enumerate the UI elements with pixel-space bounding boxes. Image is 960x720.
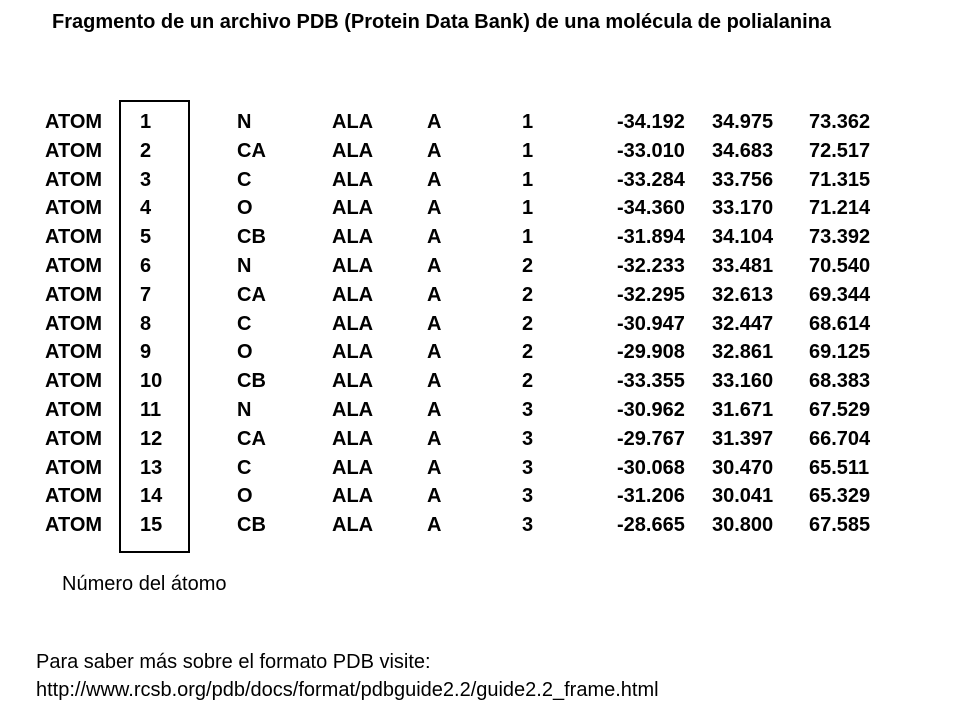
cell-x-coordinate: -30.068: [617, 456, 685, 479]
cell-chain: A: [427, 111, 442, 133]
cell-chain: A: [427, 197, 442, 220]
cell-residue-number: 2: [522, 283, 534, 306]
cell-x-coordinate: -31.206: [617, 485, 685, 508]
cell-x-coordinate: -30.947: [617, 312, 685, 335]
cell-chain: A: [427, 398, 442, 421]
cell-residue-number: 3: [522, 456, 534, 479]
pdb-format-url[interactable]: http://www.rcsb.org/pdb/docs/format/pdbguide2.2/guide2.2_frame.html: [36, 679, 659, 701]
cell-record: ATOM: [45, 398, 103, 421]
cell-residue: ALA: [332, 139, 374, 162]
cell-residue-number: 2: [522, 370, 534, 393]
cell-chain: A: [427, 254, 442, 277]
cell-atom-number: 1: [140, 111, 152, 133]
cell-record: ATOM: [45, 341, 103, 364]
cell-atom-number: 7: [140, 283, 152, 306]
cell-y-coordinate: 33.756: [712, 168, 774, 191]
cell-atom-number: 3: [140, 168, 152, 191]
cell-record: ATOM: [45, 283, 103, 306]
cell-atom-name: O: [237, 341, 253, 364]
cell-record: ATOM: [45, 485, 103, 508]
cell-residue: ALA: [332, 168, 374, 191]
cell-x-coordinate: -30.962: [617, 398, 685, 421]
cell-atom-number: 8: [140, 312, 152, 335]
cell-record: ATOM: [45, 514, 103, 537]
cell-atom-number: 4: [140, 197, 152, 220]
atom-number-caption: Número del átomo: [62, 573, 227, 595]
cell-chain: A: [427, 283, 442, 306]
cell-z-coordinate: 65.511: [809, 456, 870, 479]
cell-atom-name: CA: [237, 139, 266, 162]
cell-atom-number: 2: [140, 139, 152, 162]
atom-number-highlight-box: [119, 100, 190, 553]
cell-residue: ALA: [332, 197, 374, 220]
cell-z-coordinate: 70.540: [809, 254, 871, 277]
footer-note: [36, 648, 659, 704]
cell-residue: ALA: [332, 427, 374, 450]
cell-residue-number: 1: [522, 226, 534, 249]
cell-z-coordinate: 72.517: [809, 139, 871, 162]
cell-x-coordinate: -32.295: [617, 283, 685, 306]
cell-residue-number: 3: [522, 485, 534, 508]
cell-z-coordinate: 71.315: [809, 168, 871, 191]
cell-x-coordinate: -29.908: [617, 341, 685, 364]
cell-y-coordinate: 34.975: [712, 111, 774, 133]
cell-chain: A: [427, 370, 442, 393]
cell-x-coordinate: -34.360: [617, 197, 685, 220]
cell-chain: A: [427, 226, 442, 249]
cell-residue-number: 3: [522, 398, 534, 421]
cell-atom-name: C: [237, 312, 252, 335]
cell-x-coordinate: -33.010: [617, 139, 685, 162]
cell-residue-number: 2: [522, 312, 534, 335]
page-title: Fragmento de un archivo PDB (Protein Data Bank) de una molécula de polialanina: [52, 11, 832, 33]
cell-chain: A: [427, 427, 442, 450]
cell-atom-name: CA: [237, 283, 266, 306]
cell-residue: ALA: [332, 254, 374, 277]
cell-record: ATOM: [45, 168, 103, 191]
cell-y-coordinate: 32.861: [712, 341, 774, 364]
cell-atom-name: N: [237, 111, 252, 133]
cell-chain: A: [427, 341, 442, 364]
cell-atom-name: C: [237, 456, 252, 479]
cell-z-coordinate: 68.614: [809, 312, 871, 335]
cell-atom-number: 13: [140, 456, 163, 479]
cell-record: ATOM: [45, 226, 103, 249]
cell-y-coordinate: 34.683: [712, 139, 774, 162]
cell-z-coordinate: 69.344: [809, 283, 871, 306]
cell-atom-number: 6: [140, 254, 152, 277]
cell-residue-number: 1: [522, 197, 534, 220]
cell-x-coordinate: -29.767: [617, 427, 685, 450]
cell-atom-name: C: [237, 168, 252, 191]
cell-residue: ALA: [332, 312, 374, 335]
cell-y-coordinate: 33.170: [712, 197, 774, 220]
cell-residue: ALA: [332, 485, 374, 508]
cell-y-coordinate: 30.800: [712, 514, 774, 537]
cell-y-coordinate: 33.481: [712, 254, 774, 277]
cell-chain: A: [427, 168, 442, 191]
cell-residue: ALA: [332, 398, 374, 421]
cell-x-coordinate: -33.355: [617, 370, 685, 393]
cell-z-coordinate: 65.329: [809, 485, 871, 508]
cell-atom-name: O: [237, 197, 253, 220]
cell-residue-number: 2: [522, 254, 534, 277]
cell-chain: A: [427, 514, 442, 537]
cell-z-coordinate: 73.362: [809, 111, 871, 133]
cell-x-coordinate: -28.665: [617, 514, 685, 537]
cell-y-coordinate: 30.470: [712, 456, 774, 479]
cell-z-coordinate: 68.383: [809, 370, 871, 393]
cell-y-coordinate: 30.041: [712, 485, 774, 508]
cell-residue: ALA: [332, 341, 374, 364]
cell-record: ATOM: [45, 312, 103, 335]
cell-y-coordinate: 32.447: [712, 312, 774, 335]
cell-atom-number: 9: [140, 341, 152, 364]
cell-residue-number: 1: [522, 168, 534, 191]
cell-record: ATOM: [45, 427, 103, 450]
cell-atom-number: 12: [140, 427, 163, 450]
cell-chain: A: [427, 456, 442, 479]
cell-atom-name: CB: [237, 226, 266, 249]
cell-y-coordinate: 31.397: [712, 427, 774, 450]
cell-residue: ALA: [332, 283, 374, 306]
cell-record: ATOM: [45, 197, 103, 220]
cell-y-coordinate: 32.613: [712, 283, 774, 306]
cell-chain: A: [427, 312, 442, 335]
cell-residue: ALA: [332, 226, 374, 249]
cell-atom-name: N: [237, 398, 252, 421]
cell-record: ATOM: [45, 370, 103, 393]
cell-x-coordinate: -32.233: [617, 254, 685, 277]
cell-z-coordinate: 66.704: [809, 427, 871, 450]
cell-residue: ALA: [332, 370, 374, 393]
cell-atom-number: 5: [140, 226, 152, 249]
cell-x-coordinate: -34.192: [617, 111, 685, 133]
cell-residue-number: 3: [522, 514, 534, 537]
cell-atom-number: 15: [140, 514, 163, 537]
cell-atom-number: 14: [140, 485, 163, 508]
cell-z-coordinate: 67.585: [809, 514, 871, 537]
cell-atom-name: CB: [237, 370, 266, 393]
cell-x-coordinate: -31.894: [617, 226, 685, 249]
cell-chain: A: [427, 485, 442, 508]
cell-atom-number: 11: [140, 398, 162, 421]
cell-record: ATOM: [45, 254, 103, 277]
cell-chain: A: [427, 139, 442, 162]
cell-z-coordinate: 73.392: [809, 226, 871, 249]
cell-residue-number: 2: [522, 341, 534, 364]
cell-x-coordinate: -33.284: [617, 168, 685, 191]
footer-text: Para saber más sobre el formato PDB visite:: [36, 651, 431, 673]
cell-atom-name: CB: [237, 514, 266, 537]
cell-residue: ALA: [332, 111, 374, 133]
cell-y-coordinate: 34.104: [712, 226, 774, 249]
cell-record: ATOM: [45, 111, 103, 133]
cell-residue-number: 3: [522, 427, 534, 450]
cell-atom-name: O: [237, 485, 253, 508]
cell-y-coordinate: 33.160: [712, 370, 774, 393]
cell-residue: ALA: [332, 514, 374, 537]
cell-atom-name: CA: [237, 427, 266, 450]
cell-record: ATOM: [45, 456, 103, 479]
cell-z-coordinate: 69.125: [809, 341, 871, 364]
cell-residue-number: 1: [522, 111, 534, 133]
cell-atom-number: 10: [140, 370, 163, 393]
cell-atom-name: N: [237, 254, 252, 277]
cell-residue: ALA: [332, 456, 374, 479]
cell-z-coordinate: 71.214: [809, 197, 871, 220]
cell-z-coordinate: 67.529: [809, 398, 871, 421]
cell-y-coordinate: 31.671: [712, 398, 774, 421]
cell-record: ATOM: [45, 139, 103, 162]
cell-residue-number: 1: [522, 139, 534, 162]
